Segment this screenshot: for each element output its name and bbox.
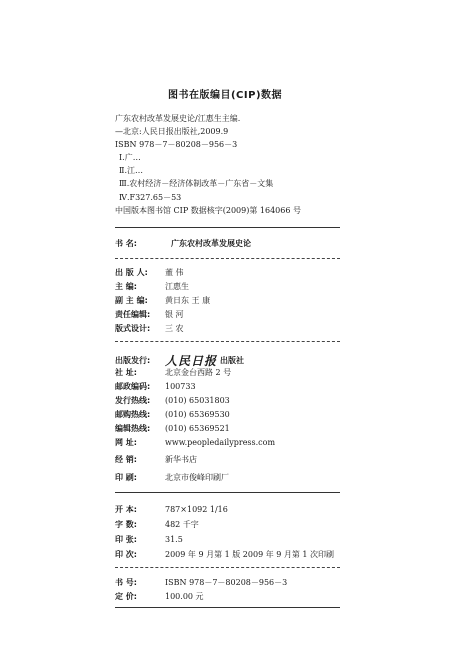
publisher-info-row <box>115 454 197 465</box>
publisher-info-label: 邮购热线: <box>115 410 151 419</box>
spec-label: 字 数: <box>115 520 137 529</box>
divider <box>115 227 340 228</box>
publisher-website: www.peopledailypress.com <box>165 438 276 447</box>
divider <box>115 258 340 259</box>
cip-line-subject-1: Ⅰ.广… <box>119 153 141 163</box>
credit-value: 董 伟 <box>165 268 184 277</box>
publisher-info-row <box>115 409 230 420</box>
publisher-info-label: 社 址: <box>115 368 137 377</box>
price-value: 100.00 元 <box>165 592 204 601</box>
credit-label: 副 主 编: <box>115 296 148 305</box>
book-title-row <box>115 238 251 249</box>
credit-row <box>115 267 184 278</box>
divider <box>115 567 340 568</box>
isbn-value: ISBN 978－7－80208－956－3 <box>165 578 288 587</box>
cip-line-subject-3: Ⅲ.农村经济－经济体制改革－广东省－文集 <box>119 179 274 189</box>
spec-value: 2009 年 9 月第 1 版 2009 年 9 月第 1 次印刷 <box>165 550 335 559</box>
publisher-info-value: 北京金台西路 2 号 <box>165 368 232 377</box>
publisher-info-row <box>115 437 275 448</box>
credit-row <box>115 295 210 306</box>
spec-value: 787×1092 1/16 <box>165 505 228 514</box>
cip-data-block <box>115 112 415 217</box>
spec-row <box>115 519 199 530</box>
divider <box>115 341 340 342</box>
spec-row <box>115 549 334 560</box>
publisher-info-label: 编辑热线: <box>115 424 151 433</box>
cip-line-title: 广东农村改革发展史论/江惠生主编. <box>115 114 241 123</box>
divider <box>115 607 340 608</box>
credit-label: 主 编: <box>115 282 137 291</box>
publisher-name-suffix: 出版社 <box>220 356 245 365</box>
credit-row <box>115 323 184 334</box>
publisher-info-label: 邮政编码: <box>115 382 151 391</box>
publisher-info-row <box>115 472 229 483</box>
publisher-info-label: 经 销: <box>115 455 137 464</box>
spec-value: 482 千字 <box>165 520 199 529</box>
cip-title: 图书在版编目(CIP)数据 <box>167 90 283 101</box>
credit-value: 三 农 <box>165 324 184 333</box>
price-label: 定 价: <box>115 592 137 601</box>
publisher-info-row <box>115 423 230 434</box>
publisher-info-value: 100733 <box>165 382 196 391</box>
spec-label: 印 次: <box>115 550 137 559</box>
cip-line-subject-2: Ⅱ.江… <box>119 166 143 176</box>
publisher-info-row <box>115 367 231 378</box>
publisher-info-row <box>115 395 230 406</box>
divider <box>115 492 340 493</box>
publisher-info-value: 北京市俊峰印刷厂 <box>165 473 229 482</box>
publisher-label: 出版发行: <box>115 356 151 365</box>
credit-label: 出 版 人: <box>115 268 148 277</box>
price-row <box>115 591 204 602</box>
spec-label: 印 张: <box>115 535 137 544</box>
publisher-info-value: (010) 65369521 <box>165 424 230 433</box>
publisher-logo: 人民日报 <box>165 354 218 368</box>
credit-row <box>115 309 184 320</box>
cip-line-classification: Ⅳ.F327.65－53 <box>119 192 182 202</box>
credit-value: 银 河 <box>165 310 184 319</box>
book-title-value: 广东农村改革发展史论 <box>171 239 251 248</box>
publisher-info-value: (010) 65369530 <box>165 410 230 419</box>
credit-label: 责任编辑: <box>115 310 151 319</box>
isbn-label: 书 号: <box>115 578 137 587</box>
publisher-info-value: 新华书店 <box>165 455 197 464</box>
publisher-info-label: 发行热线: <box>115 396 151 405</box>
spec-label: 开 本: <box>115 505 137 514</box>
publisher-info-label: 印 刷: <box>115 473 137 482</box>
credit-value: 江惠生 <box>165 282 189 291</box>
cip-number: 中国版本图书馆 CIP 数据核字(2009)第 164066 号 <box>115 205 301 215</box>
cip-line-isbn: ISBN 978－7－80208－956－3 <box>115 140 238 150</box>
credit-row <box>115 281 189 292</box>
cip-line-imprint: —北京:人民日报出版社,2009.9 <box>115 127 229 137</box>
publisher-info-row <box>115 381 196 392</box>
book-title-label: 书 名: <box>115 239 137 248</box>
isbn-row <box>115 577 287 588</box>
credit-value: 黄日东 王 康 <box>165 296 211 305</box>
spec-value: 31.5 <box>165 535 183 544</box>
spec-row <box>115 504 228 515</box>
publisher-info-value: (010) 65031803 <box>165 396 230 405</box>
spec-row <box>115 534 183 545</box>
credit-label: 版式设计: <box>115 324 151 333</box>
publisher-info-label: 网 址: <box>115 438 137 447</box>
